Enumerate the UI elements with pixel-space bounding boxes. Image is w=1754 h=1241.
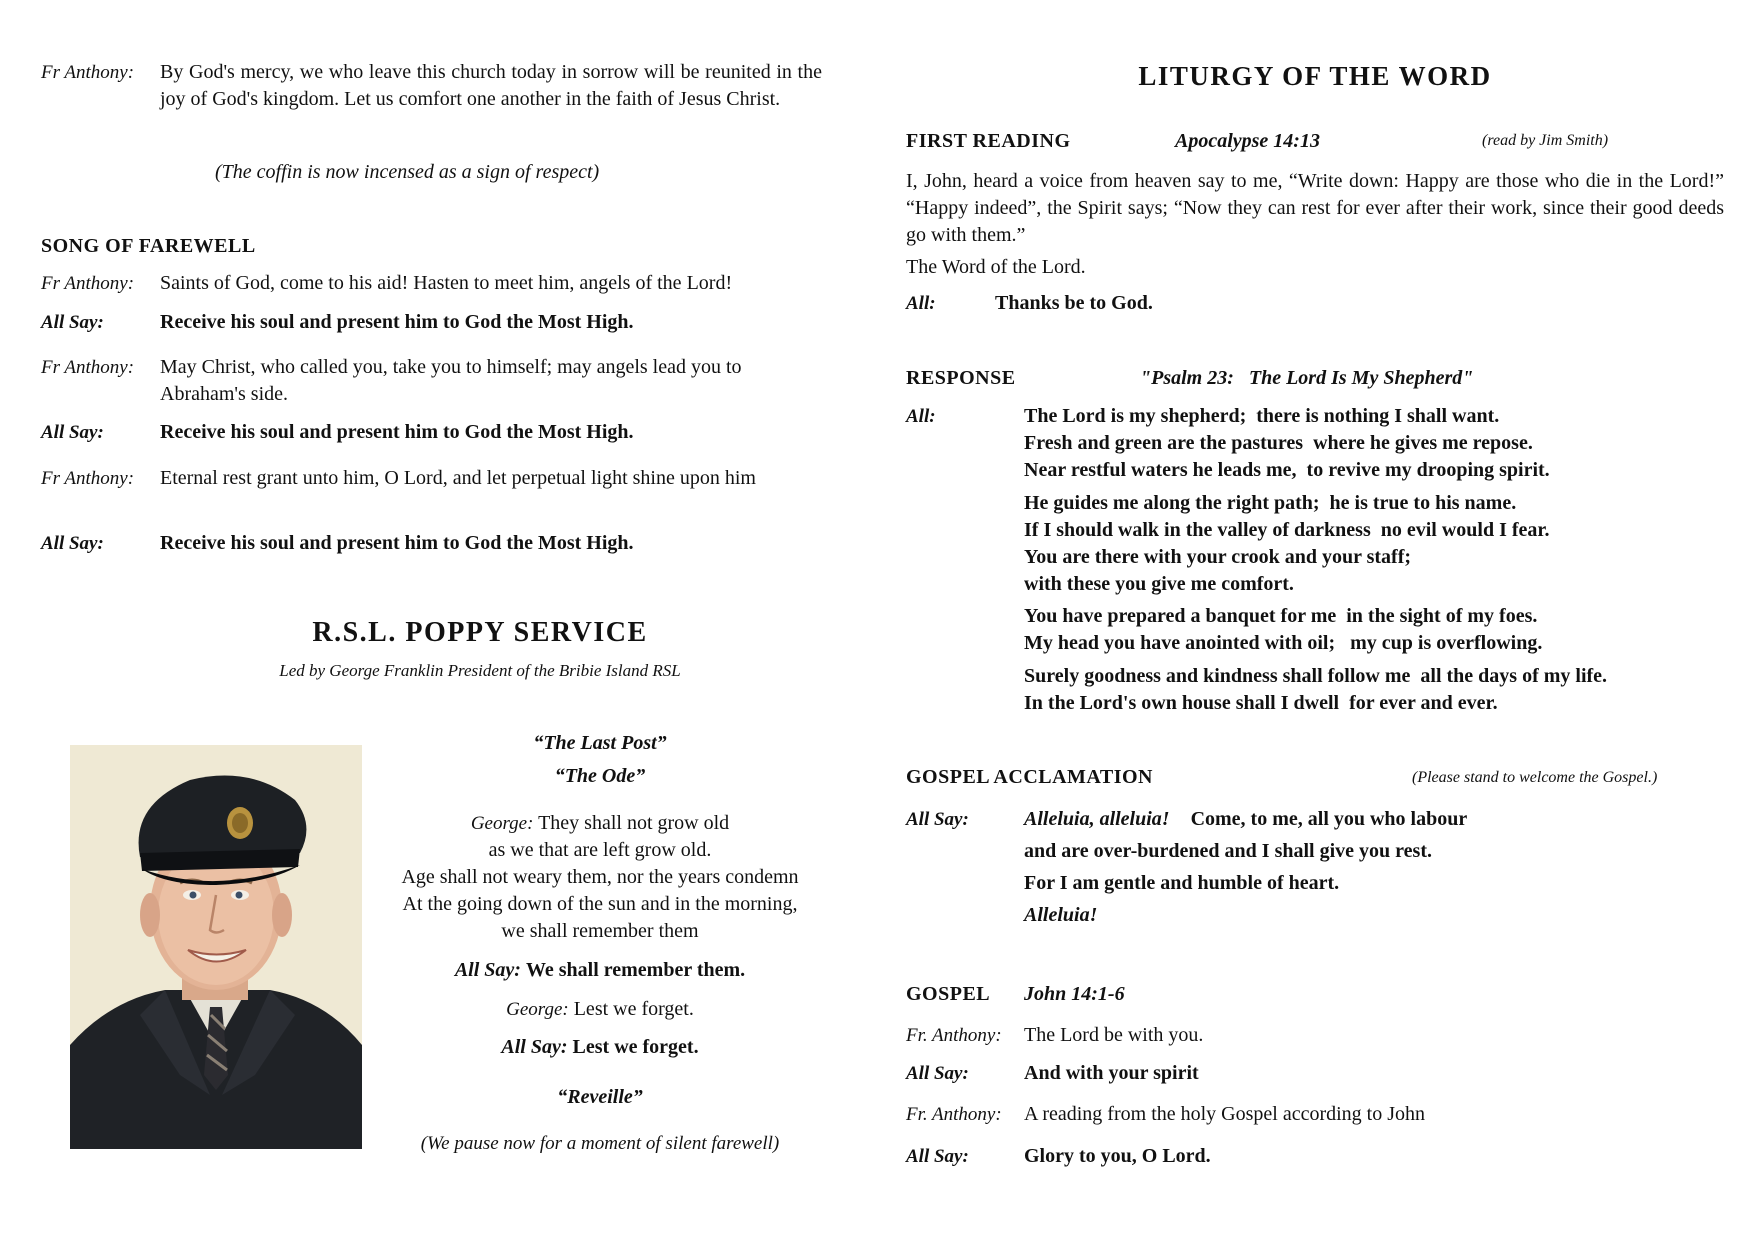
ode-response-1 <box>370 957 830 984</box>
speaker-label: Fr Anthony: <box>41 468 135 489</box>
george-label: George: <box>506 999 569 1020</box>
all-say-label: All Say: <box>501 1036 568 1058</box>
ode-text: They shall not grow old <box>538 812 730 834</box>
last-post: “The Last Post” <box>533 732 667 754</box>
psalm-line: My head you have anointed with oil; my cup is overflowing. <box>1024 632 1543 654</box>
psalm-line: with these you give me comfort. <box>1024 573 1294 595</box>
first-reading-heading: FIRST READING <box>906 130 1071 152</box>
gospel-line: A reading from the holy Gospel according to John <box>1024 1103 1426 1125</box>
reader-note: (read by Jim Smith) <box>1482 132 1609 149</box>
ode-line-3: Age shall not weary them, nor the years condemn <box>401 866 799 888</box>
portrait-photo <box>70 745 362 1149</box>
gospel-ref: John 14:1-6 <box>1024 983 1125 1005</box>
gospel-response: Glory to you, O Lord. <box>1024 1145 1211 1167</box>
gospel-heading: GOSPEL <box>906 983 991 1005</box>
speaker-label: Fr Anthony: <box>41 357 135 378</box>
speaker-label: Fr. Anthony: <box>906 1104 1002 1125</box>
speaker-label: All Say: <box>41 312 104 333</box>
gospel-line: The Lord be with you. <box>1024 1024 1204 1046</box>
acclamation-line-2: and are over-burdened and I shall give you rest. <box>1024 840 1432 862</box>
alleluia-closing: Alleluia! <box>1024 904 1098 926</box>
farewell-response: Receive his soul and present him to God the Most High. <box>160 311 634 333</box>
ode-response-2 <box>370 1034 830 1061</box>
acclamation-line-3: For I am gentle and humble of heart. <box>1024 872 1340 894</box>
speaker-label: Fr Anthony: <box>41 273 135 294</box>
psalm-ref: "Psalm 23: The Lord Is My Shepherd" <box>1140 367 1474 389</box>
speaker-label: All Say: <box>906 1063 969 1084</box>
stand-note: (Please stand to welcome the Gospel.) <box>1412 769 1658 786</box>
the-ode: “The Ode” <box>554 765 646 787</box>
acclamation-line-1 <box>1024 806 1467 833</box>
response-text: We shall remember them. <box>525 959 746 981</box>
intro-text: By God's mercy, we who leave this church today in sorrow will be reunited in the joy of God's kingdom. Let us comfort one another in the faith of Jesus Christ. <box>160 61 822 110</box>
poppy-service-subtitle: Led by George Franklin President of the Bribie Island RSL <box>279 661 681 680</box>
psalm-line: If I should walk in the valley of darkness no evil would I fear. <box>1024 519 1550 541</box>
ode-line-2: as we that are left grow old. <box>488 839 712 861</box>
incense-rubric: (The coffin is now incensed as a sign of respect) <box>215 161 600 183</box>
psalm-line: In the Lord's own house shall I dwell for ever and ever. <box>1024 692 1498 714</box>
gospel-response: And with your spirit <box>1024 1062 1199 1084</box>
speaker-label: Fr Anthony: <box>41 62 135 83</box>
reveille: “Reveille” <box>557 1086 643 1108</box>
ode-line-5: we shall remember them <box>501 920 699 942</box>
lest-text: Lest we forget. <box>573 998 694 1020</box>
first-reading-text: I, John, heard a voice from heaven say to me, “Write down: Happy are those who die in the Lord!” “Happy indeed”, the Spirit says; “Now they can rest for ever after their work, since their good deeds go with them.” <box>906 170 1724 246</box>
psalm-line: Fresh and green are the pastures where he gives me repose. <box>1024 432 1533 454</box>
all-say-label: All Say: <box>906 809 969 830</box>
george-label: George: <box>470 813 534 834</box>
psalm-line: Surely goodness and kindness shall follow me all the days of my life. <box>1024 665 1608 687</box>
speaker-label: Fr. Anthony: <box>906 1025 1002 1046</box>
speaker-label: All Say: <box>906 1146 969 1167</box>
liturgy-title: LITURGY OF THE WORD <box>1138 61 1492 91</box>
poppy-service-title: R.S.L. POPPY SERVICE <box>312 617 648 648</box>
first-reading-ref: Apocalypse 14:13 <box>1175 130 1320 152</box>
alleluia: Alleluia, alleluia! <box>1024 808 1170 830</box>
psalm-line: The Lord is my shepherd; there is nothing I shall want. <box>1024 405 1500 427</box>
ode-line-4: At the going down of the sun and in the morning, <box>402 893 798 915</box>
speaker-label: All Say: <box>41 533 104 554</box>
farewell-response: Receive his soul and present him to God the Most High. <box>160 532 634 554</box>
silent-farewell-rubric: (We pause now for a moment of silent farewell) <box>420 1133 780 1154</box>
thanks-response: Thanks be to God. <box>995 292 1153 314</box>
all-say-label: All Say: <box>454 959 521 981</box>
response-heading: RESPONSE <box>906 367 1016 389</box>
psalm-line: Near restful waters he leads me, to revive my drooping spirit. <box>1024 459 1550 481</box>
ode-line-1 <box>370 810 830 837</box>
farewell-response: Receive his soul and present him to God the Most High. <box>160 421 634 443</box>
response-text: Lest we forget. <box>572 1036 699 1058</box>
farewell-line: Saints of God, come to his aid! Hasten to meet him, angels of the Lord! <box>160 272 733 294</box>
lest-we-forget-line <box>370 996 830 1023</box>
song-of-farewell-heading: SONG OF FAREWELL <box>41 235 256 257</box>
all-label: All: <box>906 293 936 314</box>
psalm-line: You are there with your crook and your staff; <box>1024 546 1412 568</box>
acclamation-text: Come, to me, all you who labour <box>1190 808 1468 830</box>
speaker-label: All Say: <box>41 422 104 443</box>
word-of-the-lord: The Word of the Lord. <box>906 256 1086 278</box>
farewell-line: May Christ, who called you, take you to himself; may angels lead you to Abraham's side. <box>160 356 742 405</box>
all-label: All: <box>906 406 936 427</box>
psalm-line: You have prepared a banquet for me in the sight of my foes. <box>1024 605 1538 627</box>
gospel-acclamation-heading: GOSPEL ACCLAMATION <box>906 766 1153 788</box>
psalm-line: He guides me along the right path; he is true to his name. <box>1024 492 1517 514</box>
farewell-line: Eternal rest grant unto him, O Lord, and let perpetual light shine upon him <box>160 467 756 489</box>
